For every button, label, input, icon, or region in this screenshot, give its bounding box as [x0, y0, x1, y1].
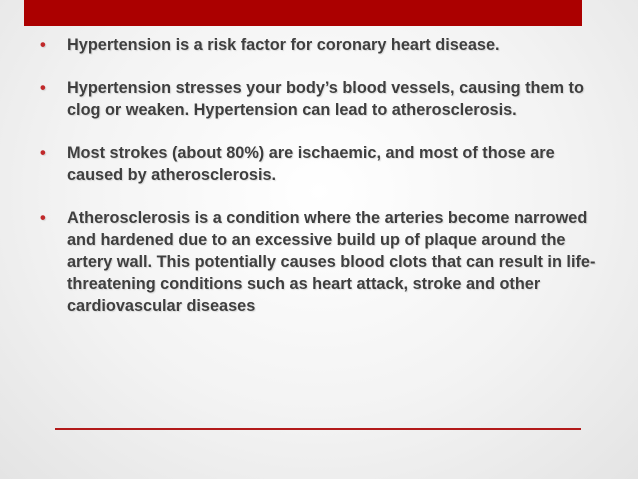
bullet-text: Hypertension stresses your body’s blood vessels, causing them to clog or weaken. Hypertension can lead to atherosclerosis. — [67, 79, 584, 119]
bullet-marker: • — [40, 79, 46, 97]
bullet-text: Atherosclerosis is a condition where the arteries become narrowed and hardened due to an excessive build up of plaque around the artery wall. This potentially causes blood clots that can result in life-threatening conditions such as heart attack, stroke and other cardiovascular diseases — [67, 209, 596, 315]
bullet-item — [40, 142, 605, 186]
bullet-marker: • — [40, 144, 46, 162]
bullet-marker: • — [40, 209, 46, 227]
bullet-item — [40, 34, 605, 56]
bullet-list — [40, 34, 605, 317]
bullet-text: Most strokes (about 80%) are ischaemic, and most of those are caused by atherosclerosis. — [67, 144, 555, 184]
bullet-item — [40, 77, 605, 121]
header-accent-bar — [24, 0, 582, 26]
bullet-marker: • — [40, 36, 46, 54]
bullet-text: Hypertension is a risk factor for coronary heart disease. — [67, 36, 500, 54]
bullet-item — [40, 207, 605, 317]
footer-divider — [55, 428, 581, 430]
